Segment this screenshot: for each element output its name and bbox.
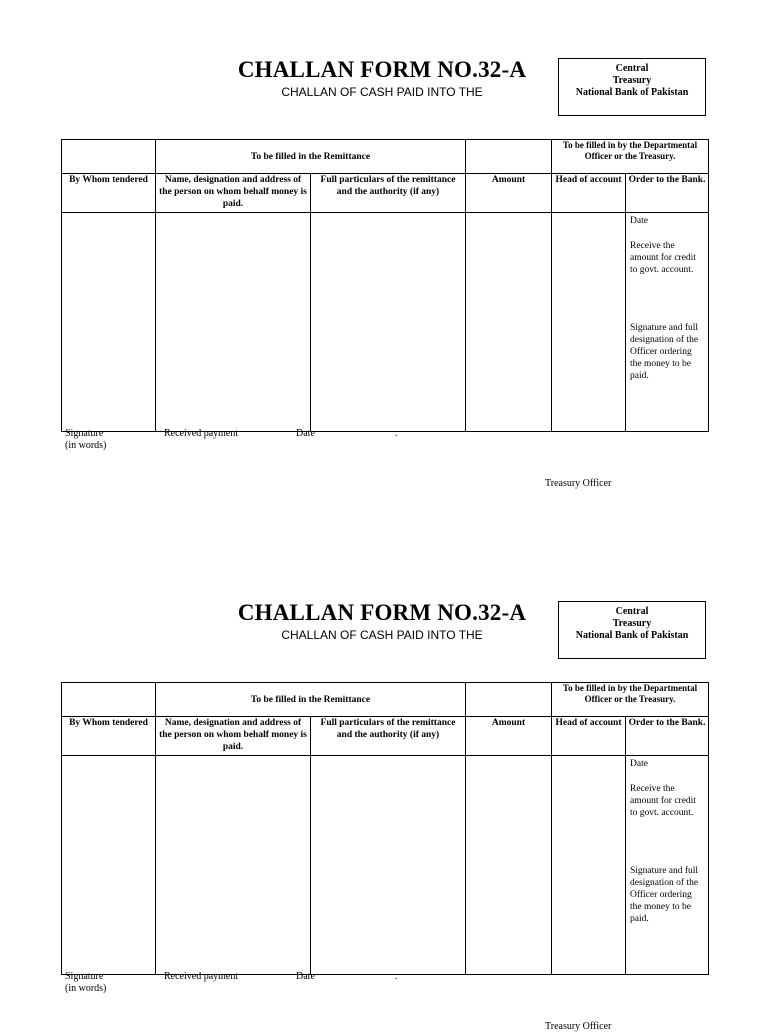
order-signature-text: Signature and full designation of the Officer ordering the money to be paid. xyxy=(630,323,699,381)
order-receive-text: Receive the amount for credit to govt. account. xyxy=(630,784,696,818)
date-dot: . xyxy=(395,428,398,439)
treasury-line-bank: National Bank of Pakistan xyxy=(575,630,689,641)
blank-header-cell xyxy=(466,140,552,174)
date-dot: . xyxy=(395,971,398,982)
remittance-header: To be filled in the Remittance xyxy=(156,683,466,717)
column-header-amount: Amount xyxy=(466,174,552,213)
form-subtitle: CHALLAN OF CASH PAID INTO THE xyxy=(281,85,483,99)
amount-field[interactable] xyxy=(466,756,552,975)
department-header: To be filled in by the Departmental Officer or the Treasury. xyxy=(552,140,709,174)
head-of-account-field[interactable] xyxy=(552,213,626,432)
column-header-name: Name, designation and address of the person on whom behalf money is paid. xyxy=(156,717,311,756)
column-header-head-of-account: Head of account xyxy=(552,174,626,213)
treasury-line-central: Central xyxy=(615,606,649,617)
name-address-field[interactable] xyxy=(156,756,311,975)
in-words-label: (in words) xyxy=(65,983,107,994)
order-date-label: Date xyxy=(630,759,648,769)
challan-form-2 xyxy=(0,543,768,1032)
order-receive-text: Receive the amount for credit to govt. account. xyxy=(630,241,696,275)
in-words-label: (in words) xyxy=(65,440,107,451)
challan-table xyxy=(61,682,709,975)
received-payment-label: Received payment xyxy=(164,428,239,439)
column-header-by-whom: By Whom tendered xyxy=(62,717,156,756)
column-header-particulars: Full particulars of the remittance and the authority (if any) xyxy=(311,717,466,756)
received-payment-label: Received payment xyxy=(164,971,239,982)
signature-label: Signature xyxy=(65,428,104,439)
column-header-order-to-bank: Order to the Bank. xyxy=(626,174,709,213)
treasury-officer-label: Treasury Officer xyxy=(545,1021,612,1032)
column-header-particulars: Full particulars of the remittance and the authority (if any) xyxy=(311,174,466,213)
order-date-label: Date xyxy=(630,216,648,226)
remittance-header: To be filled in the Remittance xyxy=(156,140,466,174)
date-label: Date xyxy=(296,971,315,982)
blank-header-cell xyxy=(62,683,156,717)
column-header-by-whom: By Whom tendered xyxy=(62,174,156,213)
blank-header-cell xyxy=(466,683,552,717)
column-header-amount: Amount xyxy=(466,717,552,756)
name-address-field[interactable] xyxy=(156,213,311,432)
by-whom-field[interactable] xyxy=(62,213,156,432)
challan-table xyxy=(61,139,709,432)
column-header-head-of-account: Head of account xyxy=(552,717,626,756)
treasury-line-treasury: Treasury xyxy=(612,75,652,86)
treasury-line-treasury: Treasury xyxy=(612,618,652,629)
date-label: Date xyxy=(296,428,315,439)
treasury-box xyxy=(558,58,706,116)
by-whom-field[interactable] xyxy=(62,756,156,975)
department-header: To be filled in by the Departmental Officer or the Treasury. xyxy=(552,683,709,717)
challan-form-1 xyxy=(0,0,768,489)
order-to-bank-cell xyxy=(626,756,709,975)
treasury-line-central: Central xyxy=(615,63,649,74)
treasury-box xyxy=(558,601,706,659)
order-to-bank-cell xyxy=(626,213,709,432)
blank-header-cell xyxy=(62,140,156,174)
particulars-field[interactable] xyxy=(311,213,466,432)
particulars-field[interactable] xyxy=(311,756,466,975)
form-subtitle: CHALLAN OF CASH PAID INTO THE xyxy=(281,628,483,642)
form-title: CHALLAN FORM NO.32-A xyxy=(237,600,527,625)
order-signature-text: Signature and full designation of the Officer ordering the money to be paid. xyxy=(630,866,699,924)
treasury-officer-label: Treasury Officer xyxy=(545,478,612,489)
head-of-account-field[interactable] xyxy=(552,756,626,975)
column-header-name: Name, designation and address of the person on whom behalf money is paid. xyxy=(156,174,311,213)
form-title: CHALLAN FORM NO.32-A xyxy=(237,57,527,82)
signature-label: Signature xyxy=(65,971,104,982)
amount-field[interactable] xyxy=(466,213,552,432)
treasury-line-bank: National Bank of Pakistan xyxy=(575,87,689,98)
column-header-order-to-bank: Order to the Bank. xyxy=(626,717,709,756)
